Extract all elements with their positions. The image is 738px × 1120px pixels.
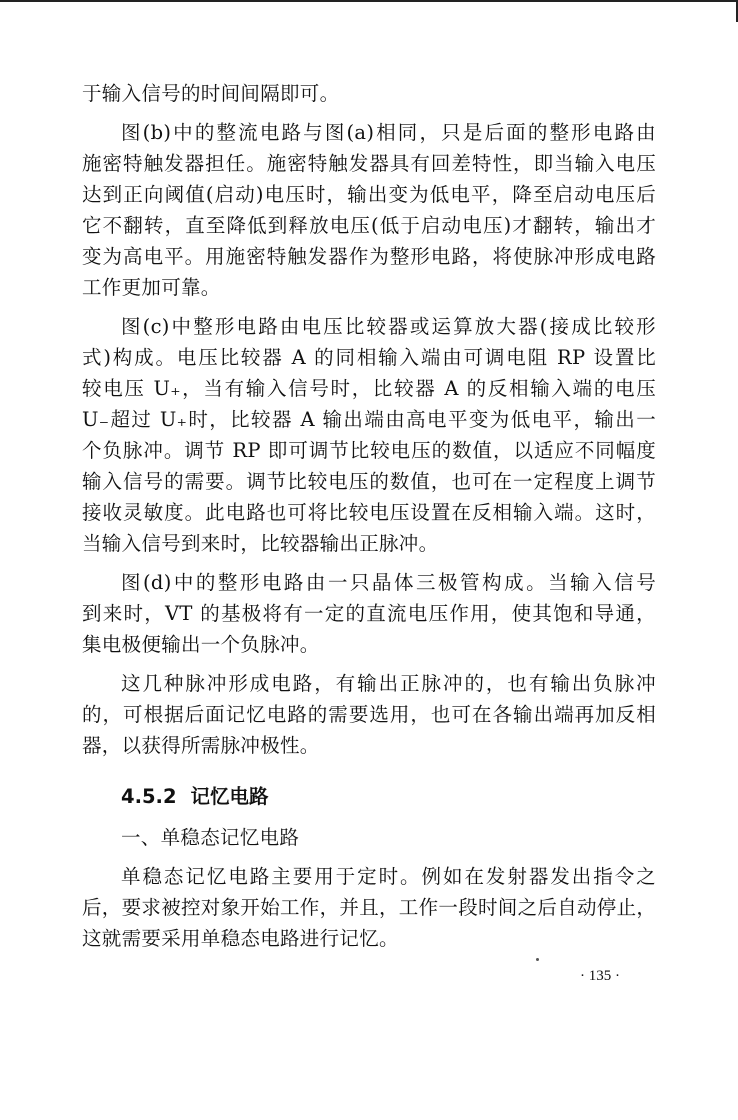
text-line: 工作更加可靠。 xyxy=(82,276,221,299)
text-line: 的，可根据后面记忆电路的需要选用，也可在各输出端再加反相 xyxy=(82,703,656,726)
text-line: 单稳态记忆电路主要用于定时。例如在发射器发出指令之 xyxy=(121,865,656,888)
section-heading xyxy=(82,781,656,812)
text-line: 器，以获得所需脉冲极性。 xyxy=(82,734,320,757)
text-line: 于输入信号的时间间隔即可。 xyxy=(82,82,340,105)
text-line: 集电极便输出一个负脉冲。 xyxy=(82,633,320,656)
text-line: 个负脉冲。调节 RP 即可调节比较电压的数值，以适应不同幅度 xyxy=(82,439,656,462)
text-line: 当输入信号到来时，比较器输出正脉冲。 xyxy=(82,532,439,555)
paragraph-6 xyxy=(82,861,656,954)
text-line: 较电压 U₊，当有输入信号时，比较器 A 的反相输入端的电压 xyxy=(82,377,656,400)
paragraph-3 xyxy=(82,311,656,559)
text-line: 它不翻转，直至降低到释放电压(低于启动电压)才翻转，输出才 xyxy=(82,214,656,237)
paragraph-4 xyxy=(82,567,656,660)
text-line: 图(c)中整形电路由电压比较器或运算放大器(接成比较形 xyxy=(121,315,656,338)
scan-speck xyxy=(536,958,539,961)
page-number: · 135 · xyxy=(580,968,620,984)
text-line: 式)构成。电压比较器 A 的同相输入端由可调电阻 RP 设置比 xyxy=(82,346,656,369)
text-line: 达到正向阈值(启动)电压时，输出变为低电平，降至启动电压后 xyxy=(82,183,656,206)
text-line: 到来时，VT 的基极将有一定的直流电压作用，使其饱和导通， xyxy=(82,602,656,625)
section-title: 记忆电路 xyxy=(190,785,269,808)
text-line: 接收灵敏度。此电路也可将比较电压设置在反相输入端。这时， xyxy=(82,501,656,524)
text-line: 施密特触发器担任。施密特触发器具有回差特性，即当输入电压 xyxy=(82,152,656,175)
text-line: 图(b)中的整流电路与图(a)相同，只是后面的整形电路由 xyxy=(121,121,656,144)
paragraph-5 xyxy=(82,668,656,761)
text-line: 输入信号的需要。调节比较电压的数值，也可在一定程度上调节 xyxy=(82,470,656,493)
page-body xyxy=(82,78,656,954)
paragraph-1 xyxy=(82,78,656,109)
text-line: 图(d)中的整形电路由一只晶体三极管构成。当输入信号 xyxy=(121,571,656,594)
paragraph-2 xyxy=(82,117,656,303)
text-line: 变为高电平。用施密特触发器作为整形电路，将使脉冲形成电路 xyxy=(82,245,656,268)
text-line: 这几种脉冲形成电路，有输出正脉冲的，也有输出负脉冲 xyxy=(121,672,656,695)
top-border-line xyxy=(0,0,738,2)
text-line: U₋超过 U₊时，比较器 A 输出端由高电平变为低电平，输出一 xyxy=(82,408,656,431)
text-line: 这就需要采用单稳态电路进行记忆。 xyxy=(82,927,399,950)
text-line: 后，要求被控对象开始工作，并且，工作一段时间之后自动停止， xyxy=(82,896,657,919)
section-number: 4.5.2 xyxy=(121,785,177,808)
subsection-heading: 一、单稳态记忆电路 xyxy=(121,826,300,849)
